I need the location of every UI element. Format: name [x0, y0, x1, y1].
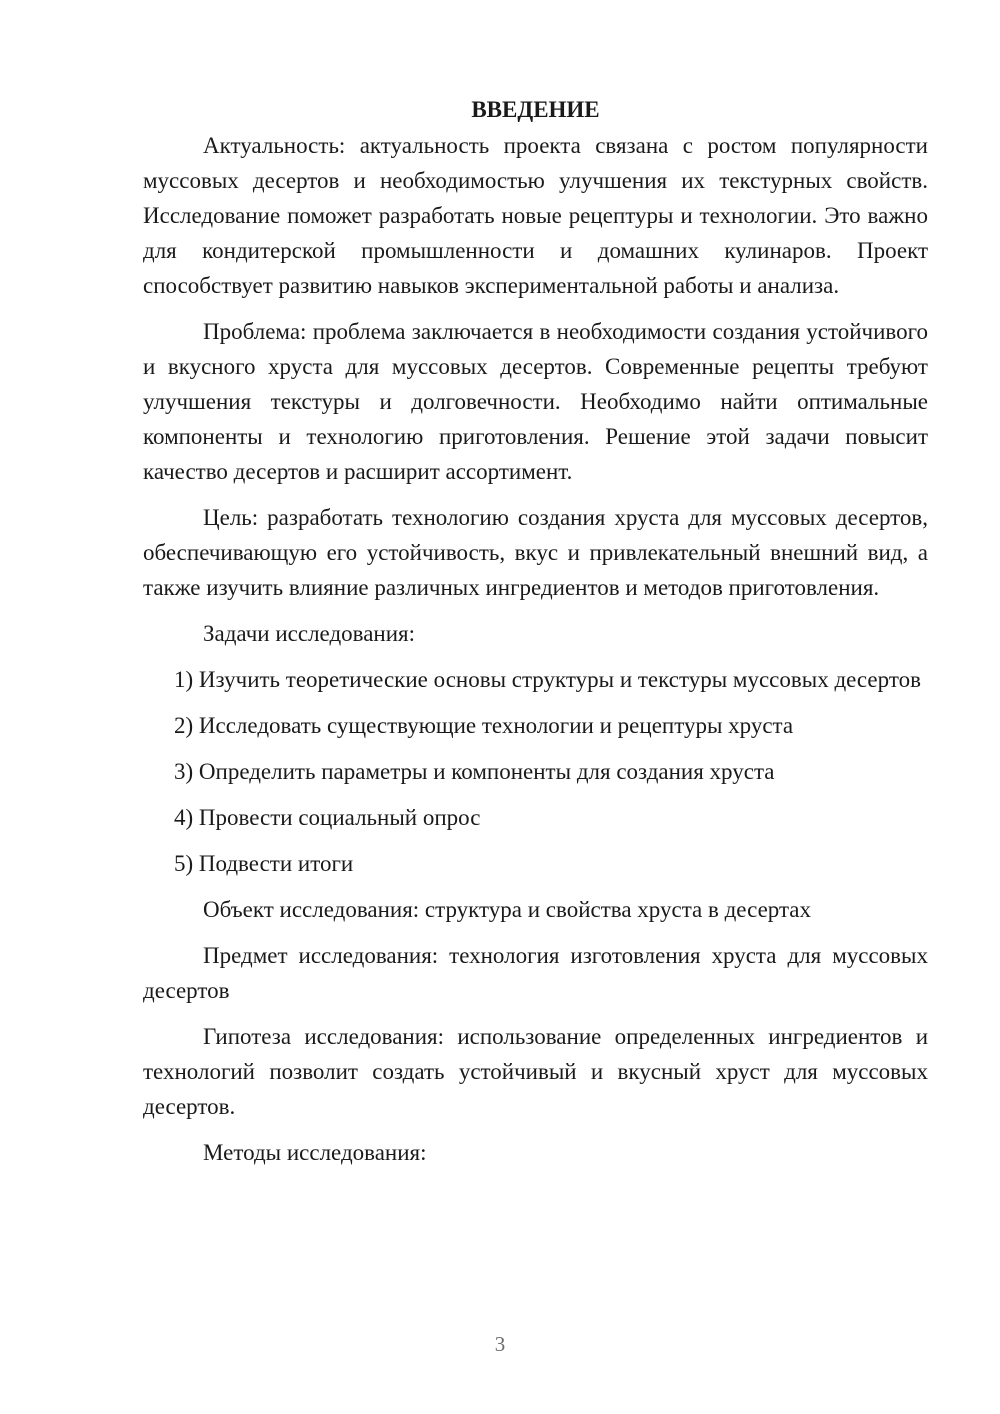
document-body: [143, 92, 928, 1181]
page-number: 3: [494, 1332, 506, 1356]
section-title: ВВЕДЕНИЕ: [471, 97, 600, 122]
paragraph-object: Объект исследования: структура и свойства хруста в десертах: [203, 897, 812, 922]
task-item-5: 5) Подвести итоги: [174, 851, 354, 876]
paragraph-goal: Цель: разработать технологию создания хруста для муссовых десертов, обеспечивающую его устойчивость, вкус и привлекательный внешний вид, а также изучить влияние различных ингредиентов и методов приготовления.: [143, 505, 928, 600]
paragraph-hypothesis: Гипотеза исследования: использование определенных ингредиентов и технологий позволит создать устойчивый и вкусный хруст для муссовых десертов.: [143, 1024, 928, 1119]
task-item-4: 4) Провести социальный опрос: [174, 805, 481, 830]
paragraph-subject: Предмет исследования: технология изготовления хруста для муссовых десертов: [143, 943, 928, 1003]
task-item-2: 2) Исследовать существующие технологии и рецептуры хруста: [174, 713, 794, 738]
paragraph-methods-heading: Методы исследования:: [203, 1140, 427, 1165]
paragraph-tasks-heading: Задачи исследования:: [203, 621, 416, 646]
task-item-3: 3) Определить параметры и компоненты для создания хруста: [174, 759, 775, 784]
paragraph-problem: Проблема: проблема заключается в необходимости создания устойчивого и вкусного хруста для муссовых десертов. Современные рецепты требуют улучшения текстуры и долговечности. Необходимо найти оптимальные компоненты и технологию приготовления. Решение этой задачи повысит качество десертов и расширит ассортимент.: [143, 319, 928, 484]
task-item-1: 1) Изучить теоретические основы структуры и текстуры муссовых десертов: [174, 667, 921, 692]
paragraph-relevance: Актуальность: актуальность проекта связана с ростом популярности муссовых десертов и необходимостью улучшения их текстурных свойств. Исследование поможет разработать новые рецептуры и технологии. Это важно для кондитерской промышленности и домашних кулинаров. Проект способствует развитию навыков экспериментальной работы и анализа.: [143, 133, 928, 298]
